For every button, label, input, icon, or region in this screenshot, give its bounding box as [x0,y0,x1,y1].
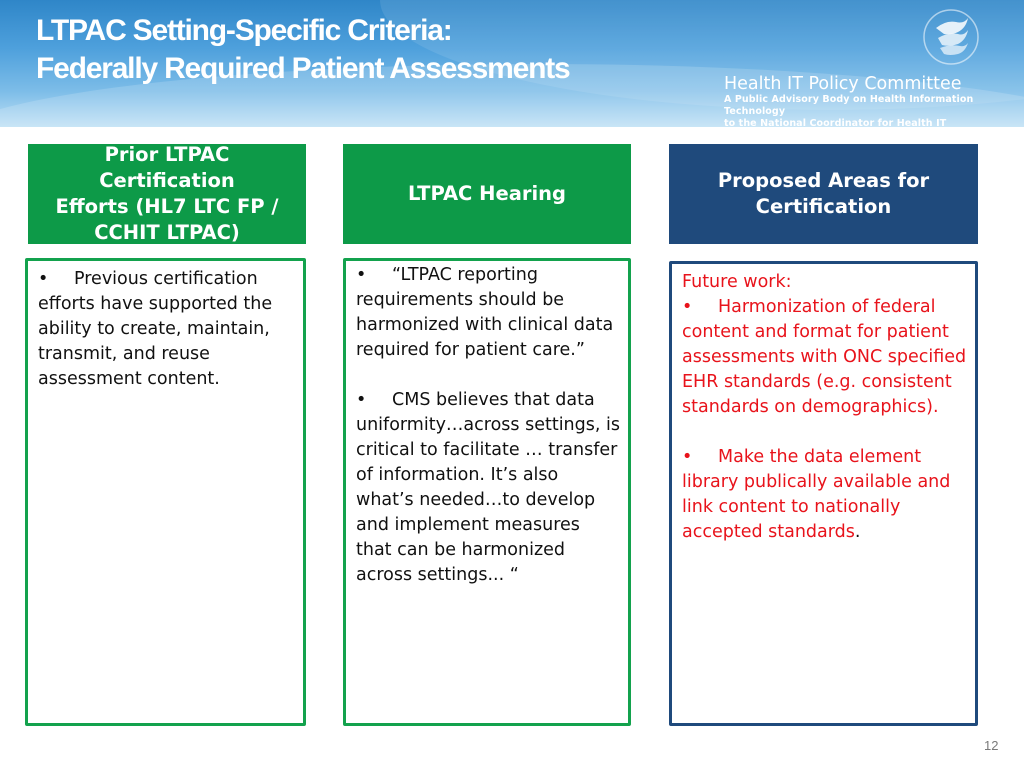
page-number: 12 [984,738,999,753]
bullet-text: Make the data element library publically available and link content to nationally accepted standards [682,447,951,542]
bullet-item [682,295,967,420]
column-header-label: Prior LTPAC Certification Efforts (HL7 LTC FP / CCHIT LTPAC) [55,143,279,244]
bullet-item [356,263,620,363]
org-tagline-line-2: to the National Coordinator for Health IT [724,118,947,127]
bullet-trailing-period: . [854,522,861,542]
bullet-item [356,388,620,588]
future-work-label: Future work: [682,272,792,292]
column-header-label: Proposed Areas for Certification [717,169,930,218]
bullet-item [38,267,295,392]
title-banner [0,0,1024,127]
bullet-text: Harmonization of federal content and format for patient assessments with ONC specified EHR standards (e.g. consistent standards on demographics). [682,297,967,417]
column-body-proposed-areas [669,261,978,726]
slide-title-line-2: Federally Required Patient Assessments [36,52,570,85]
hhs-eagle-icon [922,6,980,68]
bullet-icon: • [682,447,693,467]
column-body-ltpac-hearing [343,258,631,726]
bullet-icon: • [356,265,367,285]
column-header-label: LTPAC Hearing [407,182,567,205]
column-header-proposed-areas [669,144,978,244]
column-body-prior-efforts [25,258,306,726]
column-header-prior-efforts [28,144,306,244]
bullet-text: Previous certification efforts have supported the ability to create, maintain, transmit, and reuse assessment content. [38,269,273,389]
bullet-text: CMS believes that data uniformity…across settings, is critical to facilitate … transfer of information. It’s also what’s needed…to develop and implement measures that can be harmonized across settings... “ [356,390,620,585]
slide-title-line-1: LTPAC Setting-Specific Criteria: [36,14,452,47]
bullet-icon: • [356,390,367,410]
org-name: Health IT Policy Committee [724,74,962,94]
bullet-icon: • [682,297,693,317]
bullet-icon: • [38,269,49,289]
hitpc-logo [724,74,1024,127]
bullet-item [682,445,967,545]
slide-title [36,12,570,88]
column-header-ltpac-hearing [343,144,631,244]
bullet-text: “LTPAC reporting requirements should be harmonized with clinical data required for patient care.” [356,265,614,360]
org-tagline-line-1: A Public Advisory Body on Health Information Technology [724,94,974,117]
